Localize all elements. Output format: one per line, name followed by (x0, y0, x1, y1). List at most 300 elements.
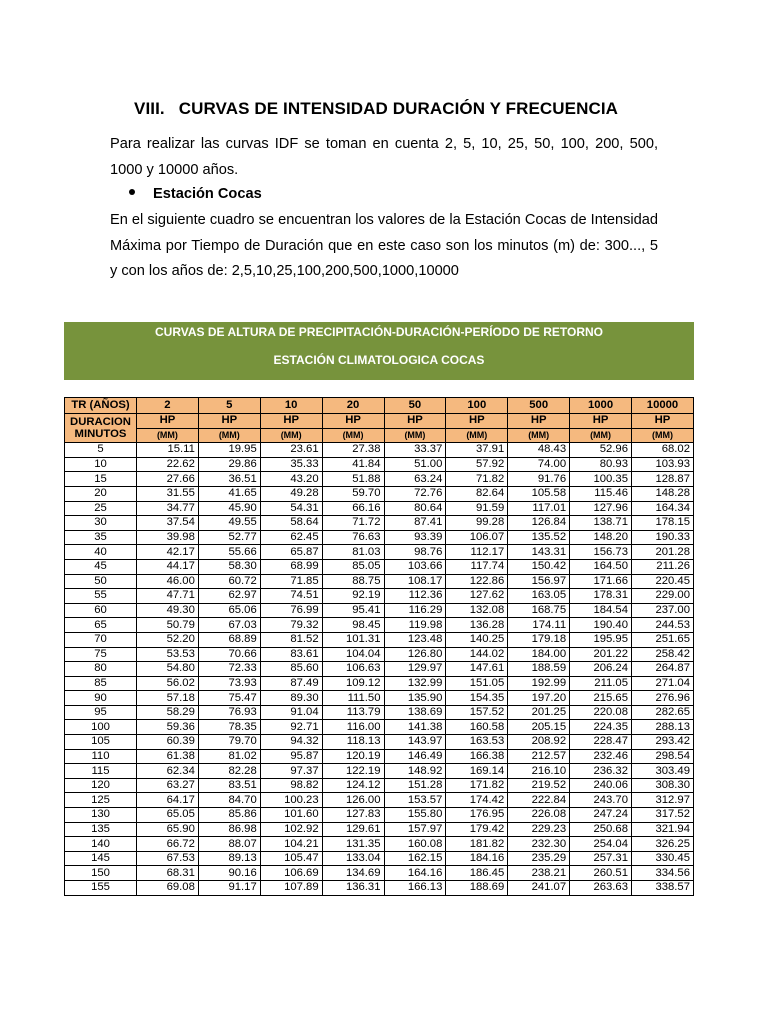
hp-value-cell: 63.24 (384, 472, 446, 487)
return-period: 50 (384, 398, 446, 414)
hp-value-cell: 144.02 (446, 647, 508, 662)
hp-value-cell: 57.18 (137, 691, 199, 706)
hp-value-cell: 220.45 (632, 574, 694, 589)
hp-value-cell: 143.31 (508, 545, 570, 560)
hp-value-cell: 179.42 (446, 822, 508, 837)
hp-value-cell: 100.23 (260, 793, 322, 808)
duration-cell: 20 (65, 486, 137, 501)
hp-value-cell: 282.65 (632, 705, 694, 720)
hp-value-cell: 58.29 (137, 705, 199, 720)
hp-value-cell: 65.90 (137, 822, 199, 837)
description-paragraph: En el siguiente cuadro se encuentran los valores de la Estación Cocas de Intensidad Máxima por Tiempo de Duración que en este caso son los minutos (m) de: 300..., 5 y con los años de: 2,5,10,25,100,200,500,1000,10000 (110, 212, 658, 279)
duration-cell: 140 (65, 837, 137, 852)
hp-value-cell: 83.61 (260, 647, 322, 662)
table-row (65, 647, 694, 662)
hp-value-cell: 72.76 (384, 486, 446, 501)
hp-value-cell: 338.57 (632, 881, 694, 896)
hp-value-cell: 160.08 (384, 837, 446, 852)
hp-value-cell: 303.49 (632, 764, 694, 779)
header-row-hp (65, 414, 694, 429)
hp-value-cell: 169.14 (446, 764, 508, 779)
hp-value-cell: 157.52 (446, 705, 508, 720)
hp-value-cell: 66.16 (322, 501, 384, 516)
hp-value-cell: 174.42 (446, 793, 508, 808)
hp-value-cell: 85.86 (198, 808, 260, 823)
hp-value-cell: 34.77 (137, 501, 199, 516)
hp-value-cell: 82.28 (198, 764, 260, 779)
hp-label: HP (384, 414, 446, 429)
hp-value-cell: 87.41 (384, 516, 446, 531)
hp-value-cell: 129.61 (322, 822, 384, 837)
hp-value-cell: 184.00 (508, 647, 570, 662)
return-period: 500 (508, 398, 570, 414)
hp-value-cell: 98.76 (384, 545, 446, 560)
hp-value-cell: 76.93 (198, 705, 260, 720)
hp-value-cell: 226.08 (508, 808, 570, 823)
hp-value-cell: 164.16 (384, 866, 446, 881)
duration-cell: 55 (65, 589, 137, 604)
hp-value-cell: 135.90 (384, 691, 446, 706)
hp-value-cell: 171.66 (570, 574, 632, 589)
hp-value-cell: 79.32 (260, 618, 322, 633)
hp-value-cell: 153.57 (384, 793, 446, 808)
table-row (65, 501, 694, 516)
hp-value-cell: 101.60 (260, 808, 322, 823)
table-row (65, 822, 694, 837)
hp-value-cell: 123.48 (384, 632, 446, 647)
hp-value-cell: 257.31 (570, 851, 632, 866)
duration-cell: 130 (65, 808, 137, 823)
bullet-dot-icon (129, 189, 135, 195)
duration-cell: 40 (65, 545, 137, 560)
hp-value-cell: 258.42 (632, 647, 694, 662)
hp-value-cell: 132.08 (446, 603, 508, 618)
hp-value-cell: 93.39 (384, 530, 446, 545)
duration-cell: 35 (65, 530, 137, 545)
hp-label: HP (632, 414, 694, 429)
hp-value-cell: 163.53 (446, 735, 508, 750)
duration-cell: 120 (65, 778, 137, 793)
hp-value-cell: 54.31 (260, 501, 322, 516)
hp-value-cell: 131.35 (322, 837, 384, 852)
hp-value-cell: 128.87 (632, 472, 694, 487)
table-row (65, 691, 694, 706)
hp-value-cell: 60.72 (198, 574, 260, 589)
hp-value-cell: 232.46 (570, 749, 632, 764)
hp-value-cell: 83.51 (198, 778, 260, 793)
hp-value-cell: 120.19 (322, 749, 384, 764)
hp-value-cell: 129.97 (384, 662, 446, 677)
intro-paragraph: Para realizar las curvas IDF se toman en cuenta 2, 5, 10, 25, 50, 100, 200, 500, 1000 y 10000 años. (110, 136, 658, 178)
table-row (65, 764, 694, 779)
duration-cell: 45 (65, 559, 137, 574)
table-row (65, 749, 694, 764)
hp-value-cell: 80.93 (570, 457, 632, 472)
hp-value-cell: 88.75 (322, 574, 384, 589)
hp-value-cell: 41.65 (198, 486, 260, 501)
hp-value-cell: 106.07 (446, 530, 508, 545)
hp-value-cell: 184.16 (446, 851, 508, 866)
tr-label: TR (AÑOS) (65, 398, 137, 414)
hp-value-cell: 49.28 (260, 486, 322, 501)
hp-value-cell: 98.45 (322, 618, 384, 633)
hp-value-cell: 23.61 (260, 443, 322, 458)
hp-value-cell: 154.35 (446, 691, 508, 706)
table-row (65, 443, 694, 458)
table-row (65, 589, 694, 604)
hp-value-cell: 104.04 (322, 647, 384, 662)
banner-title: CURVAS DE ALTURA DE PRECIPITACIÓN-DURACIÓN-PERÍODO DE RETORNO (154, 325, 604, 339)
table-row (65, 632, 694, 647)
hp-value-cell: 156.97 (508, 574, 570, 589)
hp-value-cell: 51.00 (384, 457, 446, 472)
hp-value-cell: 65.87 (260, 545, 322, 560)
section-title: CURVAS DE INTENSIDAD DURACIÓN Y FRECUENCIA (178, 99, 619, 118)
hp-value-cell: 156.73 (570, 545, 632, 560)
hp-value-cell: 85.05 (322, 559, 384, 574)
hp-value-cell: 35.33 (260, 457, 322, 472)
hp-value-cell: 68.89 (198, 632, 260, 647)
table-row (65, 662, 694, 677)
hp-value-cell: 166.38 (446, 749, 508, 764)
return-period: 10 (260, 398, 322, 414)
hp-value-cell: 106.69 (260, 866, 322, 881)
table-row (65, 559, 694, 574)
hp-value-cell: 112.36 (384, 589, 446, 604)
hp-value-cell: 201.22 (570, 647, 632, 662)
hp-value-cell: 166.13 (384, 881, 446, 896)
duration-cell: 60 (65, 603, 137, 618)
hp-value-cell: 54.80 (137, 662, 199, 677)
hp-value-cell: 208.92 (508, 735, 570, 750)
hp-value-cell: 288.13 (632, 720, 694, 735)
hp-value-cell: 293.42 (632, 735, 694, 750)
hp-value-cell: 87.49 (260, 676, 322, 691)
hp-value-cell: 61.38 (137, 749, 199, 764)
hp-value-cell: 19.95 (198, 443, 260, 458)
duration-cell: 65 (65, 618, 137, 633)
unit-label: (MM) (508, 428, 570, 443)
hp-value-cell: 75.47 (198, 691, 260, 706)
table-row (65, 472, 694, 487)
hp-value-cell: 107.89 (260, 881, 322, 896)
hp-value-cell: 57.92 (446, 457, 508, 472)
hp-value-cell: 155.80 (384, 808, 446, 823)
hp-value-cell: 74.51 (260, 589, 322, 604)
hp-value-cell: 122.86 (446, 574, 508, 589)
hp-value-cell: 71.85 (260, 574, 322, 589)
table-row (65, 837, 694, 852)
hp-value-cell: 148.92 (384, 764, 446, 779)
hp-value-cell: 88.07 (198, 837, 260, 852)
hp-value-cell: 171.82 (446, 778, 508, 793)
hp-label: HP (198, 414, 260, 429)
hp-value-cell: 29.86 (198, 457, 260, 472)
table-row (65, 793, 694, 808)
hp-value-cell: 33.37 (384, 443, 446, 458)
hp-value-cell: 91.17 (198, 881, 260, 896)
hp-value-cell: 63.27 (137, 778, 199, 793)
table-row (65, 866, 694, 881)
hp-value-cell: 126.00 (322, 793, 384, 808)
hp-label: HP (322, 414, 384, 429)
hp-value-cell: 201.28 (632, 545, 694, 560)
duration-cell: 105 (65, 735, 137, 750)
hp-value-cell: 211.26 (632, 559, 694, 574)
hp-value-cell: 95.41 (322, 603, 384, 618)
hp-value-cell: 52.20 (137, 632, 199, 647)
hp-value-cell: 127.62 (446, 589, 508, 604)
unit-label: (MM) (137, 428, 199, 443)
duration-cell: 100 (65, 720, 137, 735)
unit-label: (MM) (384, 428, 446, 443)
hp-value-cell: 229.00 (632, 589, 694, 604)
hp-value-cell: 95.87 (260, 749, 322, 764)
hp-value-cell: 317.52 (632, 808, 694, 823)
hp-value-cell: 71.82 (446, 472, 508, 487)
table-row (65, 486, 694, 501)
hp-value-cell: 97.37 (260, 764, 322, 779)
return-period: 10000 (632, 398, 694, 414)
hp-value-cell: 79.70 (198, 735, 260, 750)
table-row (65, 735, 694, 750)
hp-value-cell: 240.06 (570, 778, 632, 793)
bullet-item (129, 186, 262, 202)
hp-value-cell: 56.02 (137, 676, 199, 691)
hp-value-cell: 211.05 (570, 676, 632, 691)
hp-value-cell: 174.11 (508, 618, 570, 633)
hp-value-cell: 118.13 (322, 735, 384, 750)
hp-value-cell: 138.69 (384, 705, 446, 720)
unit-label: (MM) (260, 428, 322, 443)
duration-cell: 115 (65, 764, 137, 779)
unit-label: (MM) (322, 428, 384, 443)
hp-value-cell: 135.52 (508, 530, 570, 545)
hp-value-cell: 46.00 (137, 574, 199, 589)
hp-value-cell: 105.47 (260, 851, 322, 866)
hp-value-cell: 62.34 (137, 764, 199, 779)
hp-value-cell: 151.05 (446, 676, 508, 691)
table-row (65, 618, 694, 633)
hp-value-cell: 212.57 (508, 749, 570, 764)
hp-value-cell: 236.32 (570, 764, 632, 779)
unit-label: (MM) (632, 428, 694, 443)
hp-value-cell: 184.54 (570, 603, 632, 618)
hp-value-cell: 62.45 (260, 530, 322, 545)
hp-value-cell: 76.99 (260, 603, 322, 618)
table-row (65, 603, 694, 618)
duration-cell: 10 (65, 457, 137, 472)
hp-value-cell: 122.19 (322, 764, 384, 779)
hp-value-cell: 157.97 (384, 822, 446, 837)
hp-value-cell: 72.33 (198, 662, 260, 677)
hp-value-cell: 160.58 (446, 720, 508, 735)
hp-label: HP (260, 414, 322, 429)
hp-value-cell: 81.03 (322, 545, 384, 560)
hp-value-cell: 105.58 (508, 486, 570, 501)
hp-value-cell: 271.04 (632, 676, 694, 691)
hp-value-cell: 37.91 (446, 443, 508, 458)
header-row-return-periods (65, 398, 694, 414)
table-row (65, 705, 694, 720)
hp-value-cell: 334.56 (632, 866, 694, 881)
hp-value-cell: 190.33 (632, 530, 694, 545)
hp-value-cell: 65.05 (137, 808, 199, 823)
hp-value-cell: 247.24 (570, 808, 632, 823)
hp-label: HP (446, 414, 508, 429)
hp-value-cell: 74.00 (508, 457, 570, 472)
hp-value-cell: 53.53 (137, 647, 199, 662)
hp-value-cell: 68.02 (632, 443, 694, 458)
hp-value-cell: 228.47 (570, 735, 632, 750)
table-row (65, 881, 694, 896)
hp-value-cell: 140.25 (446, 632, 508, 647)
table-row (65, 516, 694, 531)
duration-cell: 70 (65, 632, 137, 647)
hp-value-cell: 219.52 (508, 778, 570, 793)
unit-label: (MM) (570, 428, 632, 443)
hp-value-cell: 136.28 (446, 618, 508, 633)
hp-value-cell: 308.30 (632, 778, 694, 793)
hp-value-cell: 163.05 (508, 589, 570, 604)
hp-value-cell: 91.59 (446, 501, 508, 516)
return-period: 20 (322, 398, 384, 414)
hp-value-cell: 31.55 (137, 486, 199, 501)
hp-value-cell: 36.51 (198, 472, 260, 487)
table-banner (64, 322, 694, 380)
hp-value-cell: 52.77 (198, 530, 260, 545)
hp-value-cell: 104.21 (260, 837, 322, 852)
hp-value-cell: 263.63 (570, 881, 632, 896)
hp-value-cell: 251.65 (632, 632, 694, 647)
unit-label: (MM) (446, 428, 508, 443)
hp-value-cell: 82.64 (446, 486, 508, 501)
hp-value-cell: 106.63 (322, 662, 384, 677)
hp-value-cell: 80.64 (384, 501, 446, 516)
hp-value-cell: 66.72 (137, 837, 199, 852)
hp-value-cell: 85.60 (260, 662, 322, 677)
hp-value-cell: 216.10 (508, 764, 570, 779)
hp-value-cell: 235.29 (508, 851, 570, 866)
hp-value-cell: 45.90 (198, 501, 260, 516)
hp-value-cell: 241.07 (508, 881, 570, 896)
hp-value-cell: 51.88 (322, 472, 384, 487)
table-row (65, 720, 694, 735)
hp-value-cell: 132.99 (384, 676, 446, 691)
hp-value-cell: 67.53 (137, 851, 199, 866)
hp-value-cell: 81.02 (198, 749, 260, 764)
hp-value-cell: 148.28 (632, 486, 694, 501)
hp-label: HP (137, 414, 199, 429)
hp-value-cell: 103.93 (632, 457, 694, 472)
hp-value-cell: 321.94 (632, 822, 694, 837)
hp-value-cell: 312.97 (632, 793, 694, 808)
table-row (65, 676, 694, 691)
hp-value-cell: 201.25 (508, 705, 570, 720)
hp-value-cell: 117.01 (508, 501, 570, 516)
hp-value-cell: 188.69 (446, 881, 508, 896)
hp-value-cell: 188.59 (508, 662, 570, 677)
hp-value-cell: 27.38 (322, 443, 384, 458)
hp-value-cell: 27.66 (137, 472, 199, 487)
hp-value-cell: 192.99 (508, 676, 570, 691)
duration-cell: 155 (65, 881, 137, 896)
hp-value-cell: 100.35 (570, 472, 632, 487)
table-row (65, 457, 694, 472)
hp-value-cell: 181.82 (446, 837, 508, 852)
hp-value-cell: 229.23 (508, 822, 570, 837)
hp-value-cell: 42.17 (137, 545, 199, 560)
hp-value-cell: 89.30 (260, 691, 322, 706)
hp-value-cell: 136.31 (322, 881, 384, 896)
hp-value-cell: 164.50 (570, 559, 632, 574)
hp-value-cell: 164.34 (632, 501, 694, 516)
hp-value-cell: 108.17 (384, 574, 446, 589)
duration-cell: 125 (65, 793, 137, 808)
hp-value-cell: 222.84 (508, 793, 570, 808)
hp-value-cell: 220.08 (570, 705, 632, 720)
hp-value-cell: 47.71 (137, 589, 199, 604)
hp-value-cell: 264.87 (632, 662, 694, 677)
hp-value-cell: 243.70 (570, 793, 632, 808)
hp-value-cell: 215.65 (570, 691, 632, 706)
hp-value-cell: 59.36 (137, 720, 199, 735)
hp-value-cell: 91.04 (260, 705, 322, 720)
hp-value-cell: 67.03 (198, 618, 260, 633)
duration-cell: 15 (65, 472, 137, 487)
hp-value-cell: 62.97 (198, 589, 260, 604)
hp-value-cell: 141.38 (384, 720, 446, 735)
hp-value-cell: 111.50 (322, 691, 384, 706)
hp-value-cell: 148.20 (570, 530, 632, 545)
hp-value-cell: 99.28 (446, 516, 508, 531)
hp-value-cell: 134.69 (322, 866, 384, 881)
duration-cell: 110 (65, 749, 137, 764)
hp-value-cell: 92.71 (260, 720, 322, 735)
hp-value-cell: 86.98 (198, 822, 260, 837)
hp-value-cell: 60.39 (137, 735, 199, 750)
hp-value-cell: 59.70 (322, 486, 384, 501)
hp-value-cell: 250.68 (570, 822, 632, 837)
return-period: 1000 (570, 398, 632, 414)
hp-value-cell: 22.62 (137, 457, 199, 472)
hp-value-cell: 41.84 (322, 457, 384, 472)
hp-value-cell: 112.17 (446, 545, 508, 560)
duration-cell: 25 (65, 501, 137, 516)
hp-value-cell: 65.06 (198, 603, 260, 618)
hp-value-cell: 117.74 (446, 559, 508, 574)
hp-value-cell: 232.30 (508, 837, 570, 852)
hp-value-cell: 78.35 (198, 720, 260, 735)
hp-value-cell: 276.96 (632, 691, 694, 706)
duration-cell: 85 (65, 676, 137, 691)
duration-cell: 50 (65, 574, 137, 589)
hp-value-cell: 68.31 (137, 866, 199, 881)
duration-cell: 95 (65, 705, 137, 720)
hp-value-cell: 49.30 (137, 603, 199, 618)
hp-value-cell: 44.17 (137, 559, 199, 574)
hp-value-cell: 298.54 (632, 749, 694, 764)
hp-value-cell: 168.75 (508, 603, 570, 618)
idf-table (64, 397, 694, 896)
hp-value-cell: 115.46 (570, 486, 632, 501)
hp-value-cell: 49.55 (198, 516, 260, 531)
hp-value-cell: 68.99 (260, 559, 322, 574)
hp-value-cell: 15.11 (137, 443, 199, 458)
hp-value-cell: 58.64 (260, 516, 322, 531)
hp-value-cell: 92.19 (322, 589, 384, 604)
hp-value-cell: 330.45 (632, 851, 694, 866)
